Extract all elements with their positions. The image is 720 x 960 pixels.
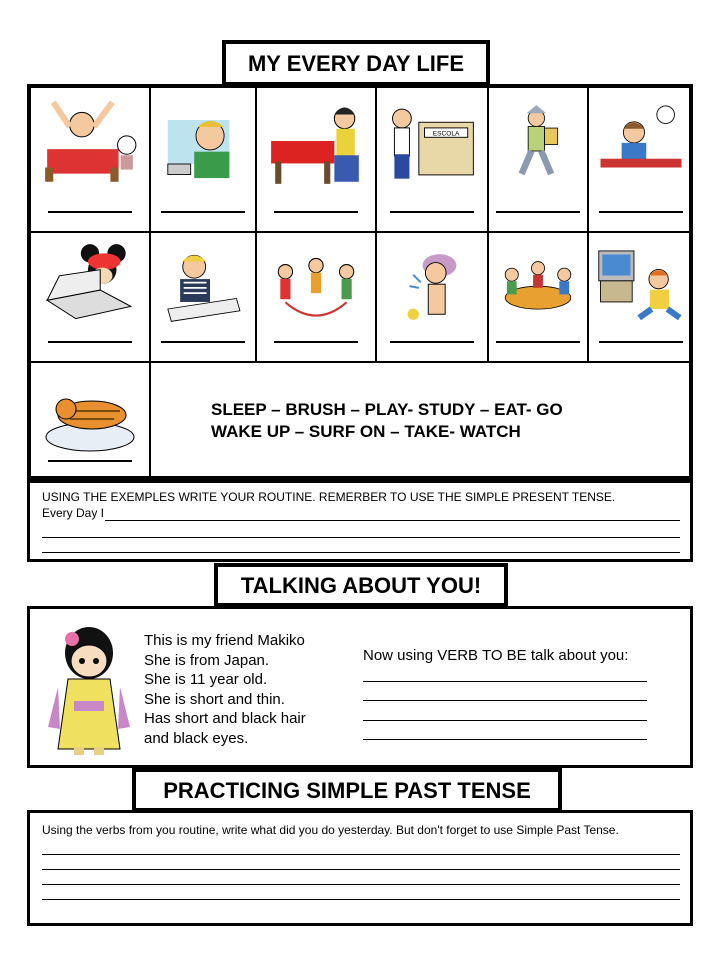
- picture-cell: [257, 88, 377, 233]
- past-instruction: Using the verbs from you routine, write what did you do yesterday. But don't forget to use Simple Past Tense.: [42, 823, 619, 837]
- writing-line[interactable]: [42, 840, 680, 855]
- answer-blank[interactable]: [496, 211, 580, 213]
- playing-icon: [265, 239, 367, 335]
- picture-cell: [589, 233, 693, 363]
- friend-description: [144, 631, 306, 748]
- friend-line: She is 11 year old.: [144, 671, 268, 688]
- title-talking-about-you: TALKING ABOUT YOU!: [214, 563, 508, 607]
- writing-line[interactable]: [42, 523, 680, 538]
- answer-line[interactable]: [363, 720, 647, 721]
- title-practicing-simple-past: PRACTICING SIMPLE PAST TENSE: [132, 768, 562, 812]
- picture-cell: [151, 233, 257, 363]
- title-my-every-day-life: MY EVERY DAY LIFE: [222, 40, 490, 86]
- friend-line: and black eyes.: [144, 729, 249, 747]
- going-to-school-icon: [385, 94, 479, 190]
- answer-blank[interactable]: [161, 341, 245, 343]
- picture-cell: [31, 88, 151, 233]
- verb-list-line-2: WAKE UP – SURF ON – TAKE- WATCH: [211, 422, 521, 441]
- picture-cell: [589, 88, 693, 233]
- makiko-illustration: [44, 617, 134, 761]
- going-home-icon: [497, 94, 579, 190]
- taking-shower-icon: [385, 239, 479, 335]
- writing-line[interactable]: [42, 870, 680, 885]
- routine-start-text: Every Day I: [42, 506, 105, 520]
- friend-line: She is short and thin.: [144, 690, 285, 708]
- answer-blank[interactable]: [274, 341, 358, 343]
- verb-word-bank: [151, 363, 691, 479]
- brushing-teeth-icon: [159, 94, 247, 190]
- answer-blank[interactable]: [48, 211, 132, 213]
- picture-cell: [31, 233, 151, 363]
- answer-blank[interactable]: [48, 341, 132, 343]
- writing-line[interactable]: [105, 506, 680, 521]
- routine-picture-grid: [27, 84, 693, 480]
- eating-dinner-icon: [497, 239, 579, 335]
- picture-cell: [257, 233, 377, 363]
- answer-blank[interactable]: [496, 341, 580, 343]
- answer-blank[interactable]: [274, 211, 358, 213]
- studying-icon: [159, 239, 247, 335]
- writing-line[interactable]: [42, 885, 680, 900]
- answer-line[interactable]: [363, 700, 647, 701]
- answer-blank[interactable]: [390, 341, 474, 343]
- verb-to-be-prompt: Now using VERB TO BE talk about you:: [363, 647, 629, 664]
- friend-line: Has short and black hair: [144, 710, 306, 727]
- waking-up-icon: [39, 94, 141, 190]
- picture-cell: [151, 88, 257, 233]
- surfing-internet-icon: [39, 239, 141, 335]
- writing-line[interactable]: [42, 538, 680, 553]
- friend-line: This is my friend Makiko: [144, 632, 305, 649]
- talking-about-you-box: [27, 606, 693, 768]
- eating-breakfast-icon: [265, 94, 367, 190]
- school-sign: ESCOLA: [432, 130, 460, 138]
- sleeping-icon: [39, 375, 141, 457]
- picture-cell: [377, 88, 489, 233]
- watching-tv-icon: [597, 239, 685, 335]
- routine-writing-box: [27, 480, 693, 562]
- verb-list-line-1: SLEEP – BRUSH – PLAY- STUDY – EAT- GO: [211, 400, 563, 419]
- picture-cell: [377, 233, 489, 363]
- friend-line: She is from Japan.: [144, 651, 270, 669]
- answer-blank[interactable]: [390, 211, 474, 213]
- answer-blank[interactable]: [599, 341, 683, 343]
- answer-line[interactable]: [363, 681, 647, 682]
- routine-instruction: USING THE EXEMPLES WRITE YOUR ROUTINE. REMERBER TO USE THE SIMPLE PRESENT TENSE.: [42, 490, 616, 504]
- picture-cell: [31, 363, 151, 480]
- eating-lunch-icon: [597, 94, 685, 190]
- writing-line[interactable]: [42, 855, 680, 870]
- answer-blank[interactable]: [161, 211, 245, 213]
- picture-cell: [489, 88, 589, 233]
- answer-blank[interactable]: [599, 211, 683, 213]
- picture-cell: [489, 233, 589, 363]
- simple-past-writing-box: [27, 810, 693, 926]
- answer-blank[interactable]: [48, 460, 132, 462]
- answer-line[interactable]: [363, 739, 647, 740]
